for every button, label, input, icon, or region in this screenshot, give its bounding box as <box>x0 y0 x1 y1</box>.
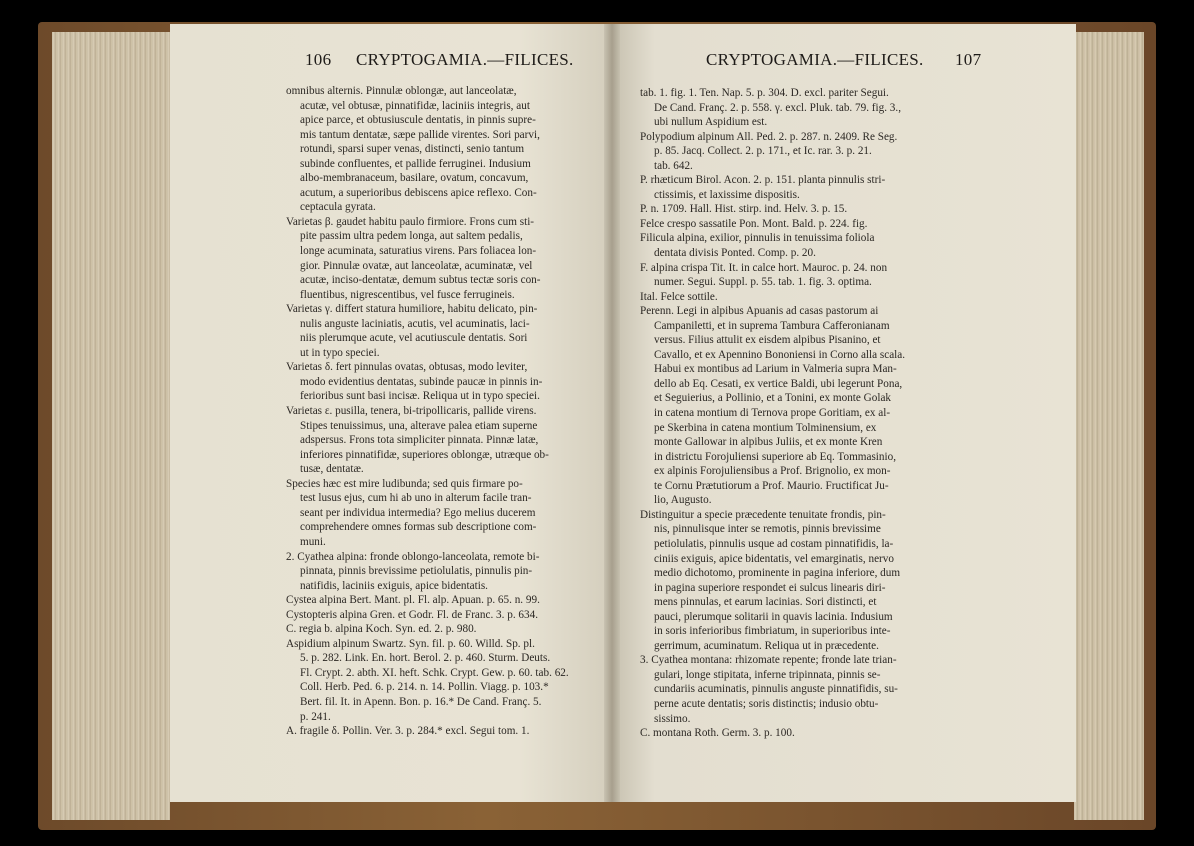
text-line: monte Gallowar in alpibus Juliis, et ex monte Kren <box>654 436 883 449</box>
text-line: Cavallo, et ex Apennino Bononiensi in Corno alla scala. <box>654 348 906 361</box>
text-line: seant per individua intermedia? Ego melius ducerem <box>300 506 536 519</box>
text-line: Coll. Herb. Ped. 6. p. 214. n. 14. Pollin. Viagg. p. 103.* <box>300 681 549 694</box>
text-line: test lusus ejus, cum hi ab uno in alterum facile tran- <box>300 492 532 505</box>
text-line: in districtu Forojuliensi superiore ab Eq. Tommasinio, <box>654 450 896 463</box>
text-line: ctissimis, et laxissime dispositis. <box>654 188 800 201</box>
text-line: tusæ, dentatæ. <box>300 463 364 476</box>
text-line: sissimo. <box>654 712 691 725</box>
text-line: A. fragile δ. Pollin. Ver. 3. p. 284.* excl. Segui tom. 1. <box>286 725 530 738</box>
text-line: Varietas γ. differt statura humiliore, habitu delicato, pin- <box>286 303 538 316</box>
text-line: Distinguitur a specie præcedente tenuitate frondis, pin- <box>640 508 886 521</box>
text-line: pauci, plerumque solitarii in quavis lacinia. Indusium <box>654 610 893 623</box>
text-line: Felce crespo sassatile Pon. Mont. Bald. p. 224. fig. <box>640 217 868 230</box>
text-line: ut in typo speciei. <box>300 346 380 359</box>
text-line: muni. <box>300 535 326 548</box>
text-line: niis plerumque acute, vel acutiuscule dentatis. Sori <box>300 332 528 345</box>
text-line: pinnata, pinnis brevissime petiolulatis, pinnulis pin- <box>300 565 533 578</box>
text-line: Fl. Crypt. 2. abth. XI. heft. Schk. Crypt. Gew. p. 60. tab. 62. <box>300 666 569 679</box>
text-line: in catena montium di Ternova prope Goritiam, ex al- <box>654 407 891 420</box>
text-line: C. montana Roth. Germ. 3. p. 100. <box>640 727 795 740</box>
text-line: Varietas β. gaudet habitu paulo firmiore. Frons cum sti- <box>286 215 535 228</box>
right-running-head: CRYPTOGAMIA.—FILICES. <box>706 50 924 69</box>
left-running-head: CRYPTOGAMIA.—FILICES. <box>356 50 574 69</box>
text-line: Perenn. Legi in alpibus Apuanis ad casas pastorum ai <box>640 305 879 318</box>
text-line: numer. Segui. Suppl. p. 55. tab. 1. fig. 3. optima. <box>654 276 872 289</box>
text-line: 2. Cyathea alpina: fronde oblongo-lanceolata, remote bi- <box>286 550 540 563</box>
text-line: Varietas δ. fert pinnulas ovatas, obtusas, modo leviter, <box>286 361 528 374</box>
text-line: mens pinnulas, et earum lacinias. Sori distincti, et <box>654 596 877 609</box>
text-line: pe Skerbina in catena montium Tolminensium, ex <box>654 421 877 434</box>
text-line: Cystea alpina Bert. Mant. pl. Fl. alp. Apuan. p. 65. n. 99. <box>286 594 540 607</box>
text-line: subinde confluentes, et pallide ferruginei. Indusium <box>300 157 531 170</box>
text-line: acutæ, inciso-dentatæ, demum subtus tectæ soris con- <box>300 274 541 287</box>
text-line: Habui ex montibus ad Larium in Valmeria supra Man- <box>654 363 897 376</box>
text-line: inferiores pinnatifidæ, superiores oblongæ, utræque ob- <box>300 448 549 461</box>
text-line: gior. Pinnulæ ovatæ, aut lanceolatæ, acuminatæ, vel <box>300 259 533 272</box>
text-line: p. 241. <box>300 710 331 723</box>
text-line: nis, pinnulisque inter se remotis, pinnis brevissime <box>654 523 881 536</box>
text-line: in pagina superiore respondet ei sulcus linearis diri- <box>654 581 886 594</box>
text-line: tab. 642. <box>654 159 693 172</box>
text-line: Aspidium alpinum Swartz. Syn. fil. p. 60. Willd. Sp. pl. <box>286 637 535 650</box>
text-line: 5. p. 282. Link. En. hort. Berol. 2. p. 460. Sturm. Deuts. <box>300 652 551 665</box>
text-line: p. 85. Jacq. Collect. 2. p. 171., et Ic. rar. 3. p. 21. <box>654 145 872 158</box>
text-line: Species hæc est mire ludibunda; sed quis firmare po- <box>286 477 523 490</box>
text-line: ubi nullum Aspidium est. <box>654 116 768 129</box>
text-line: gulari, longe stipitata, inferne tripinnata, pinnis se- <box>654 668 881 681</box>
text-line: Bert. fil. It. in Apenn. Bon. p. 16.* De Cand. Franç. 5. <box>300 695 542 708</box>
text-line: omnibus alternis. Pinnulæ oblongæ, aut lanceolatæ, <box>286 85 517 97</box>
text-line: comprehendere omnes formas sub descriptione com- <box>300 521 537 534</box>
text-line: fluentibus, nigrescentibus, vel fusce ferrugineis. <box>300 288 515 301</box>
book-gutter <box>604 24 620 802</box>
text-line: et Seguierius, a Pollinio, et a Tonini, ex monte Golak <box>654 392 892 405</box>
text-line: mis tantum dentatæ, sæpe pallide virentes. Sori parvi, <box>300 128 540 141</box>
page-edges-left <box>52 32 170 820</box>
text-line: cundariis acuminatis, pinnulis anguste pinnatifidis, su- <box>654 683 898 696</box>
text-line: Cystopteris alpina Gren. et Godr. Fl. de Franc. 3. p. 634. <box>286 608 538 621</box>
text-line: acutæ, vel obtusæ, pinnatifidæ, laciniis integris, aut <box>300 99 530 112</box>
text-line: P. n. 1709. Hall. Hist. stirp. ind. Helv. 3. p. 15. <box>640 203 848 216</box>
text-line: 3. Cyathea montana: rhizomate repente; fronde late trian- <box>640 654 897 667</box>
text-line: rotundi, sparsi super venas, distincti, senio tantum <box>300 143 525 156</box>
text-line: ciniis exiguis, apice bidentatis, vel emarginatis, nervo <box>654 552 894 565</box>
text-line: apice parce, et obtusiuscule dentatis, in pinnis supre- <box>300 114 536 127</box>
text-line: nulis anguste laciniatis, acutis, vel acuminatis, laci- <box>300 317 530 330</box>
text-line: adspersus. Frons tota simpliciter pinnata. Pinnæ latæ, <box>300 434 539 447</box>
text-line: modo evidentius dentatas, subinde paucæ in pinnis in- <box>300 375 543 388</box>
text-line: perne acute dentatis; soris distinctis; indusio obtu- <box>654 697 879 710</box>
text-line: Filicula alpina, exilior, pinnulis in tenuissima foliola <box>640 232 875 245</box>
text-line: albo-membranaceum, basilare, ovatum, concavum, <box>300 172 529 185</box>
text-line: ceptacula gyrata. <box>300 201 376 214</box>
text-line: ferioribus sunt basi incisæ. Reliqua ut in typo speciei. <box>300 390 540 403</box>
text-line: F. alpina crispa Tit. It. in calce hort. Mauroc. p. 24. non <box>640 261 888 274</box>
text-line: longe acuminata, saturatius virens. Pars foliacea lon- <box>300 245 537 258</box>
page-edges-right <box>1074 32 1144 820</box>
text-line: Polypodium alpinum All. Ped. 2. p. 287. n. 2409. Re Seg. <box>640 130 898 143</box>
text-line: tab. 1. fig. 1. Ten. Nap. 5. p. 304. D. excl. pariter Segui. <box>640 87 889 99</box>
text-line: Ital. Felce sottile. <box>640 290 718 303</box>
text-line: versus. Filius attulit ex eisdem alpibus Pisanino, et <box>654 334 881 347</box>
text-line: P. rhæticum Birol. Acon. 2. p. 151. planta pinnulis stri- <box>640 174 886 187</box>
text-line: natifidis, laciniis exiguis, apice bidentatis. <box>300 579 488 592</box>
text-line: Varietas ε. pusilla, tenera, bi-tripollicaris, pallide virens. <box>286 405 537 418</box>
text-line: te Cornu Prætutiorum a Prof. Maurio. Fructificat Ju- <box>654 479 889 492</box>
text-line: pite passim ultra pedem longa, aut saltem pedalis, <box>300 230 523 243</box>
text-line: acutum, a superioribus debiscens apice reflexo. Con- <box>300 186 537 199</box>
right-page-text <box>640 86 970 741</box>
text-line: dello ab Eq. Cesati, ex vertice Baldi, ubi legerunt Pona, <box>654 377 903 390</box>
text-line: petiolulatis, pinnulis usque ad costam pinnatifidis, la- <box>654 537 894 550</box>
text-line: gerrimum, acuminatum. Reliqua ut in præcedente. <box>654 639 879 652</box>
left-page-text <box>286 84 598 739</box>
text-line: Stipes tenuissimus, una, alterave palea etiam superne <box>300 419 538 432</box>
text-line: dentata divisis Ponted. Comp. p. 20. <box>654 247 816 260</box>
text-line: ex alpinis Forojuliensibus a Prof. Brignolio, ex mon- <box>654 465 891 478</box>
text-line: C. regia b. alpina Koch. Syn. ed. 2. p. 980. <box>286 623 477 636</box>
left-page-number: 106 <box>305 50 332 69</box>
text-line: medio dichotomo, prominente in pagina inferiore, dum <box>654 567 901 580</box>
text-line: De Cand. Franç. 2. p. 558. γ. excl. Pluk. tab. 79. fig. 3., <box>654 101 901 114</box>
text-line: Campaniletti, et in suprema Tambura Cafferonianam <box>654 319 890 332</box>
text-line: lio, Augusto. <box>654 494 712 507</box>
right-page-number: 107 <box>955 50 982 69</box>
text-line: in soris inferioribus fimbriatum, in superioribus inte- <box>654 625 891 638</box>
